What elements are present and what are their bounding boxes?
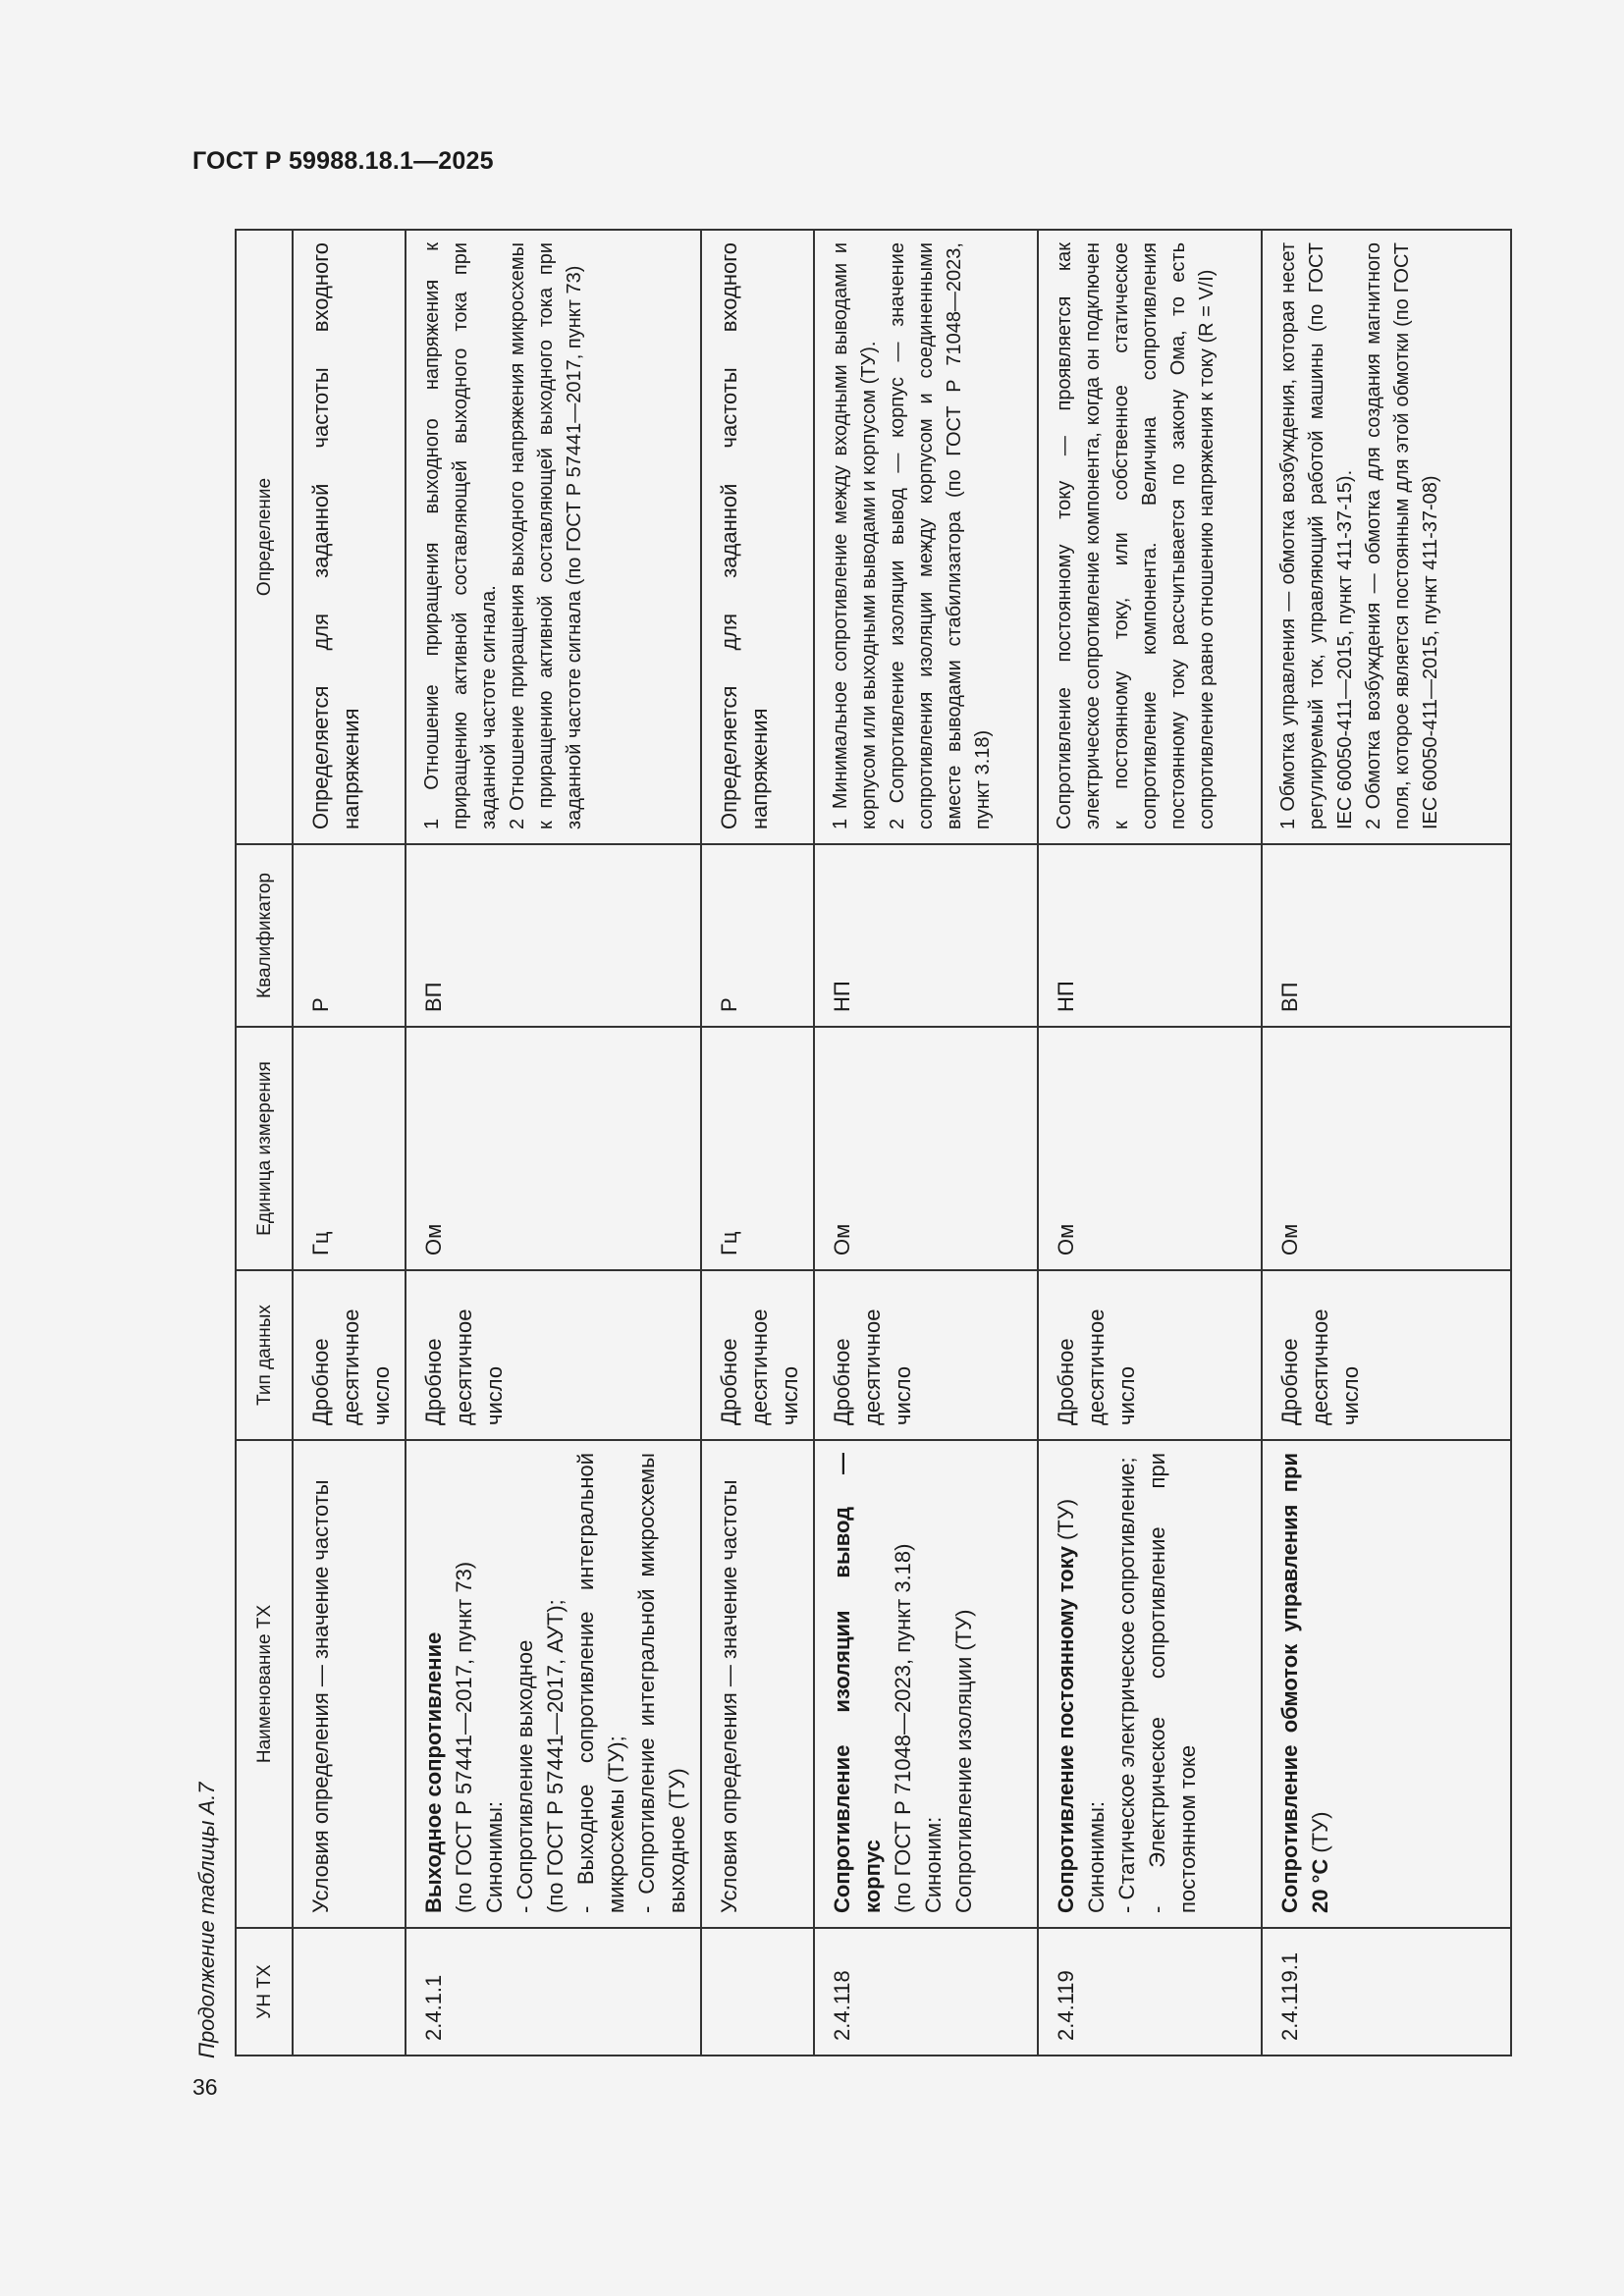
column-header-qualifier: Квалификатор xyxy=(236,844,293,1027)
cell-name xyxy=(406,1440,701,1928)
cell-unit: Ом xyxy=(1262,1027,1511,1270)
cell-type: Дробное десятичное число xyxy=(293,1270,406,1440)
cell-qualifier: ВП xyxy=(406,844,701,1027)
cell-unit: Гц xyxy=(293,1027,406,1270)
cell-type: Дробное десятичное число xyxy=(406,1270,701,1440)
cell-id xyxy=(701,1928,814,2056)
name-bold: Выходное сопротивление xyxy=(421,1631,446,1913)
cell-name xyxy=(814,1440,1038,1928)
table-row xyxy=(814,230,1038,2056)
name-bold: Сопротивление изоляции вывод — корпус xyxy=(830,1453,885,1913)
table-row xyxy=(701,230,814,2056)
column-header-unit: Единица измерения xyxy=(236,1027,293,1270)
name-bold: Сопротивление постоянному току xyxy=(1054,1546,1078,1913)
name-text: (ТУ) xyxy=(1308,1811,1332,1859)
cell-unit: Ом xyxy=(814,1027,1038,1270)
cell-id xyxy=(293,1928,406,2056)
name-text: (по ГОСТ Р 71048—2023, пункт 3.18) Синоним: Сопротивление изоляции (ТУ) xyxy=(891,1543,976,1913)
cell-definition: 1 Отношение приращения выходного напряжения к приращению активной составляющей выходного тока при заданной частоте сигнала. 2 Отношение приращения выходного напряжения микросхемы к приращению активной составляющей выходного тока при заданной частоте сигнала (по ГОСТ Р 57441—2017, пункт 73) xyxy=(406,230,701,844)
cell-qualifier: Р xyxy=(293,844,406,1027)
cell-definition: Определяется для заданной частоты входного напряжения xyxy=(701,230,814,844)
table-continuation-caption: Продолжение таблицы А.7 xyxy=(194,1782,219,2058)
cell-definition: 1 Обмотка управления — обмотка возбуждения, которая несет регулируемый ток, управляющий работой машины (по ГОСТ IEC 60050-411—2015, пункт 411-37-15). 2 Обмотка возбуждения — обмотка для создания магнитного поля, которое является постоянным для этой обмотки (по ГОСТ IEC 60050-411—2015, пункт 411-37-08) xyxy=(1262,230,1511,844)
column-header-type: Тип данных xyxy=(236,1270,293,1440)
table-row xyxy=(293,230,406,2056)
cell-type: Дробное десятичное число xyxy=(701,1270,814,1440)
cell-qualifier: Р xyxy=(701,844,814,1027)
cell-name xyxy=(293,1440,406,1928)
name-bold: Сопротивление обмоток управления при 20 °С xyxy=(1277,1453,1332,1913)
name-text: (по ГОСТ Р 57441—2017, пункт 73) Синонимы: - Сопротивление выходное (по ГОСТ Р 57441—2017, АУТ); - Выходное сопротивление интегральной микросхемы (ТУ); - Сопротивление интегральной микросхемы выходное (ТУ) xyxy=(452,1453,689,1913)
cell-unit: Ом xyxy=(406,1027,701,1270)
table-row xyxy=(1038,230,1262,2056)
cell-id: 2.4.119 xyxy=(1038,1928,1262,2056)
characteristics-table-rotated xyxy=(235,231,1491,2056)
table-row xyxy=(1262,230,1511,2056)
cell-unit: Ом xyxy=(1038,1027,1262,1270)
table-header-row xyxy=(236,230,293,2056)
cell-id: 2.4.119.1 xyxy=(1262,1928,1511,2056)
column-header-id: УН ТХ xyxy=(236,1928,293,2056)
name-text: Условия определения — значение частоты xyxy=(717,1479,741,1913)
cell-unit: Гц xyxy=(701,1027,814,1270)
cell-type: Дробное десятичное число xyxy=(1038,1270,1262,1440)
cell-id: 2.4.118 xyxy=(814,1928,1038,2056)
page-number: 36 xyxy=(192,2074,218,2100)
column-header-name: Наименование ТХ xyxy=(236,1440,293,1928)
name-text: Условия определения — значение частоты xyxy=(308,1479,333,1913)
cell-type: Дробное десятичное число xyxy=(814,1270,1038,1440)
cell-name xyxy=(1038,1440,1262,1928)
column-header-definition: Определение xyxy=(236,230,293,844)
document-header: ГОСТ Р 59988.18.1—2025 xyxy=(192,147,494,175)
cell-name xyxy=(1262,1440,1511,1928)
cell-id: 2.4.1.1 xyxy=(406,1928,701,2056)
characteristics-table xyxy=(235,229,1512,2056)
table-row xyxy=(406,230,701,2056)
name-text: (ТУ) Синонимы: - Статическое электрическое сопротивление; - Электрическое сопротивление при постоянном токе xyxy=(1054,1453,1200,1913)
cell-qualifier: ВП xyxy=(1262,844,1511,1027)
cell-qualifier: НП xyxy=(814,844,1038,1027)
cell-qualifier: НП xyxy=(1038,844,1262,1027)
cell-definition: Сопротивление постоянному току — проявляется как электрическое сопротивление компонента, когда он подключен к постоянному току, или собственное статическое сопротивление компонента. Величина сопротивления постоянному току рассчитывается по закону Ома, то есть сопротивление равно отношению напряжения к току (R = V/I) xyxy=(1038,230,1262,844)
cell-definition: Определяется для заданной частоты входного напряжения xyxy=(293,230,406,844)
cell-definition: 1 Минимальное сопротивление между входными выводами и корпусом или выходными выводами и корпусом (ТУ). 2 Сопротивление изоляции вывод — корпус — значение сопротивления изоляции между корпусом и соединенными вместе выводами стабилизатора (по ГОСТ Р 71048—2023, пункт 3.18) xyxy=(814,230,1038,844)
cell-name xyxy=(701,1440,814,1928)
cell-type: Дробное десятичное число xyxy=(1262,1270,1511,1440)
